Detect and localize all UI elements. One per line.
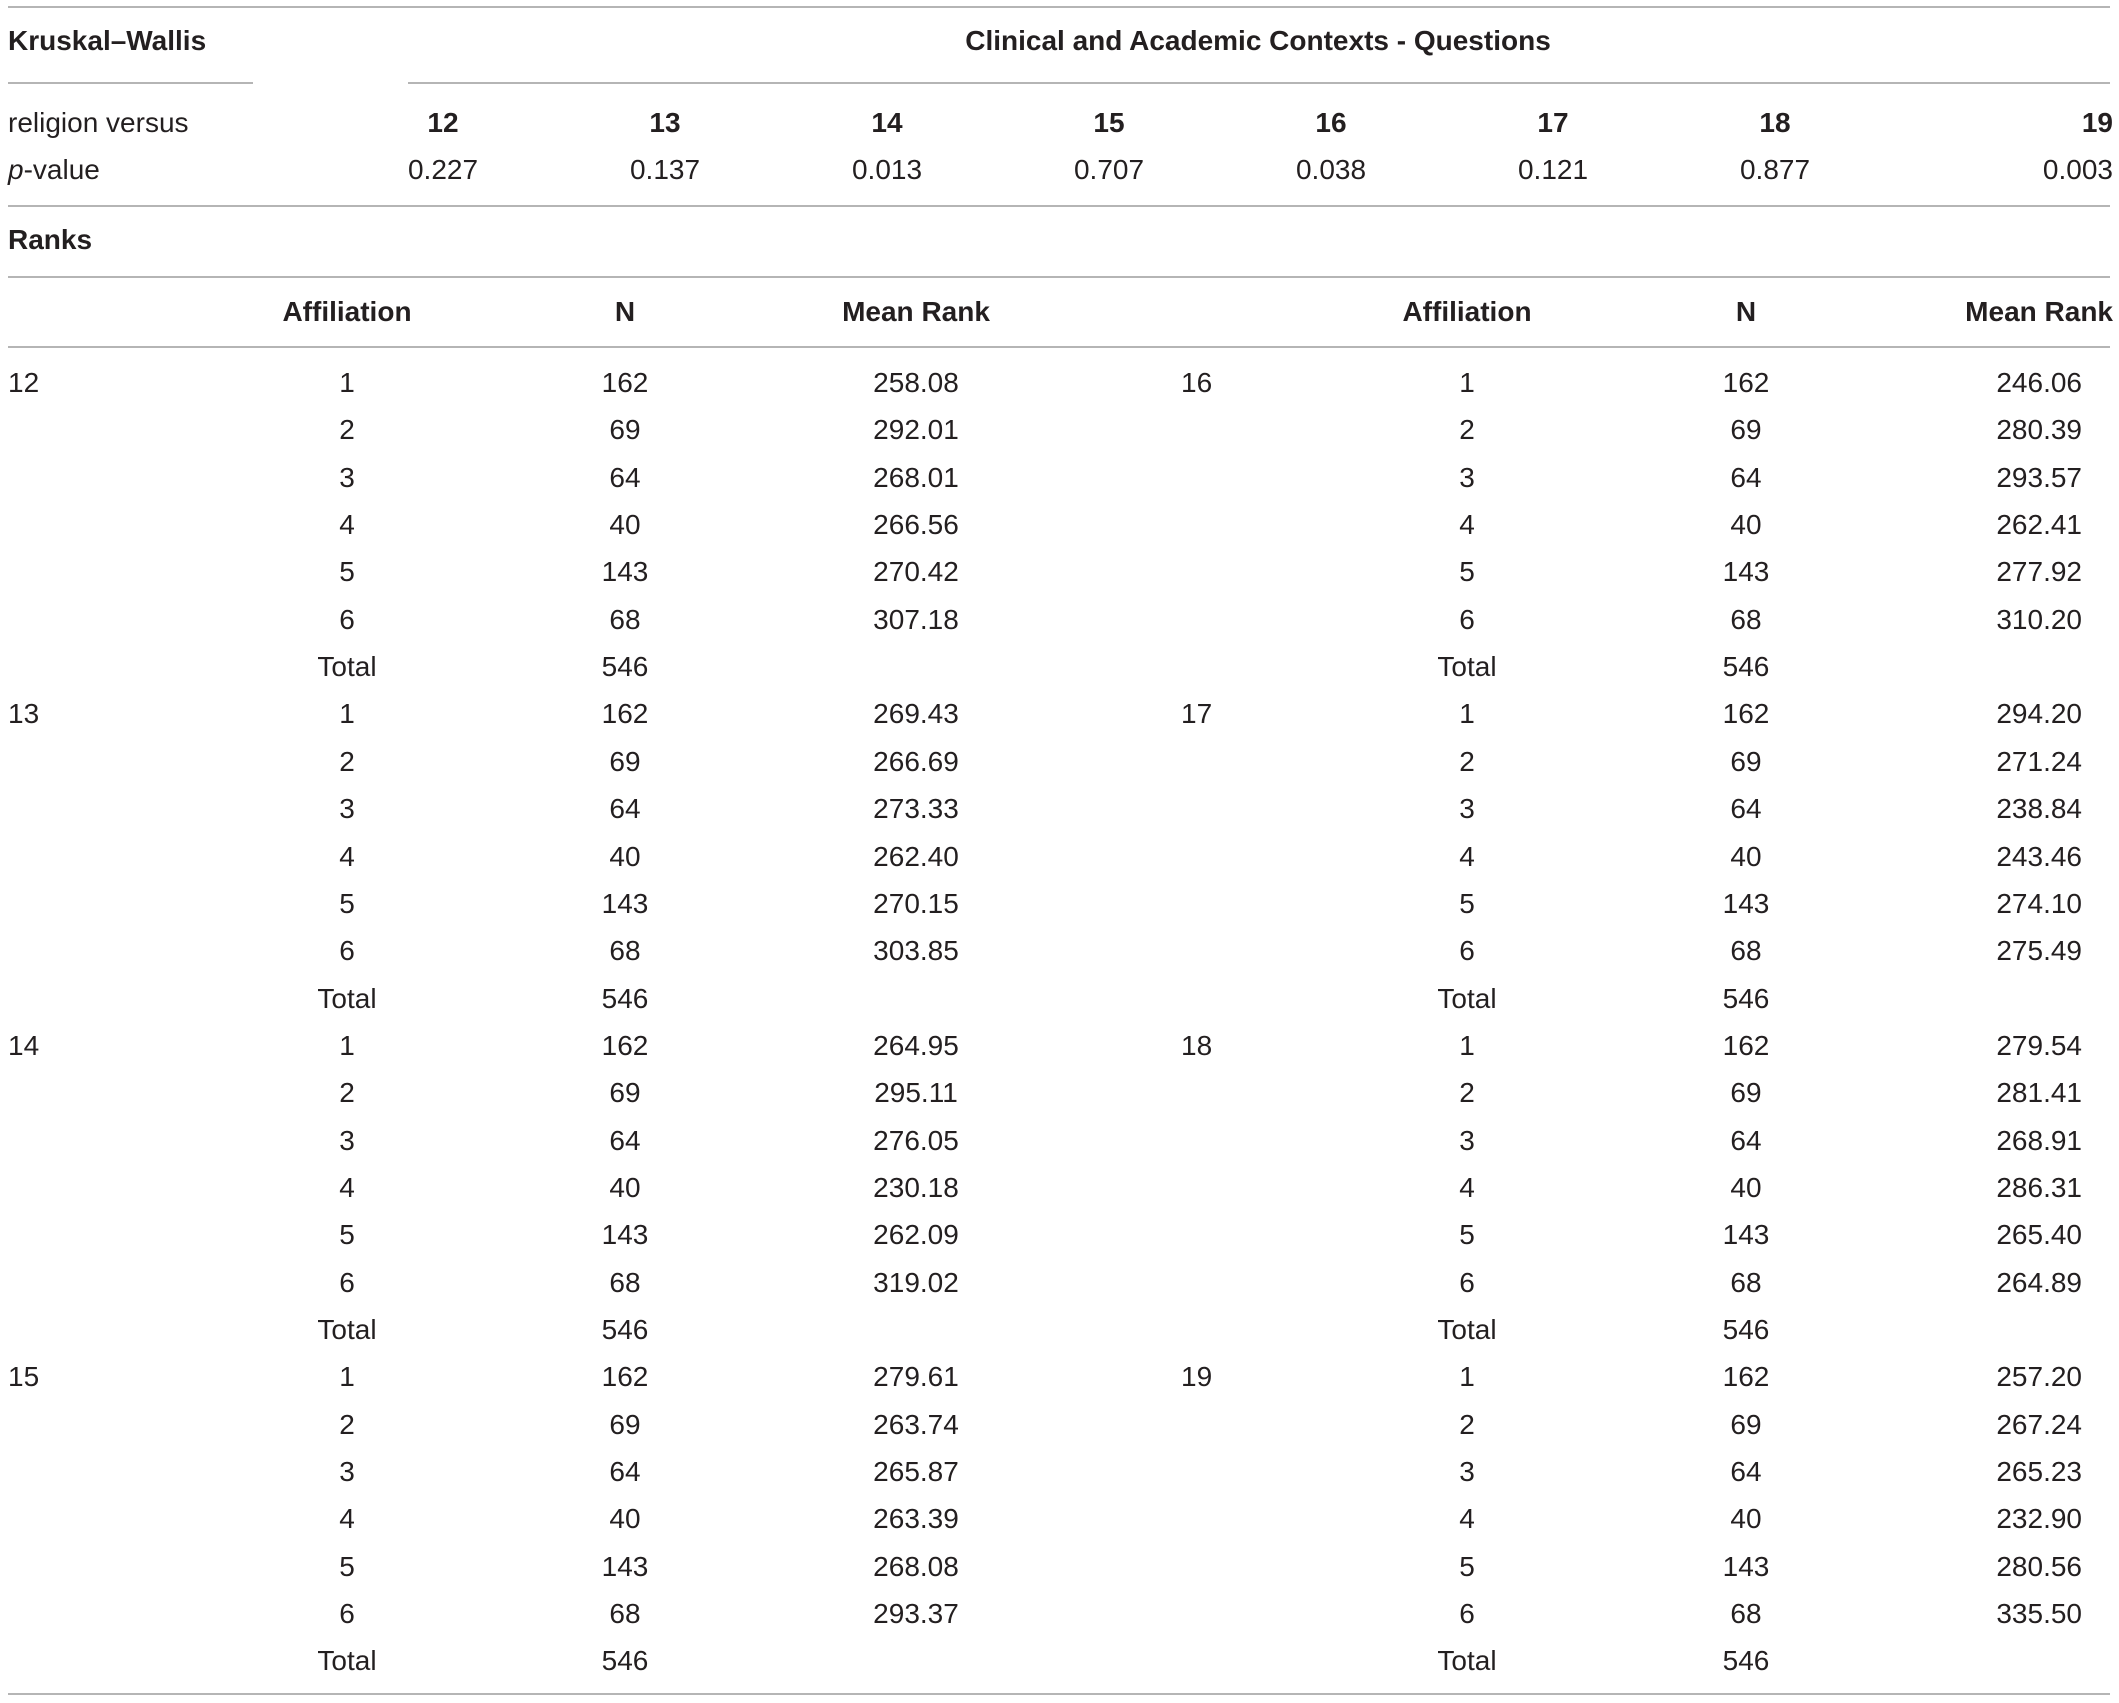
affiliation-cell: 1 bbox=[339, 1361, 355, 1392]
mean-rank-cell: 281.41 bbox=[1996, 1077, 2082, 1108]
mean-rank-cell: 273.33 bbox=[873, 793, 959, 824]
mean-rank-cell: 264.95 bbox=[873, 1030, 959, 1061]
n-cell: 68 bbox=[609, 935, 641, 966]
n-cell: 162 bbox=[601, 1361, 649, 1392]
mean-rank-cell: 246.06 bbox=[1996, 367, 2082, 398]
affiliation-cell: 4 bbox=[339, 1503, 355, 1534]
affiliation-cell: Total bbox=[1437, 651, 1497, 682]
affiliation-cell: 6 bbox=[339, 935, 355, 966]
mean-rank-cell: 258.08 bbox=[873, 367, 959, 398]
n-cell: 68 bbox=[1730, 604, 1762, 635]
affiliation-cell: 5 bbox=[1459, 888, 1475, 919]
mean-rank-cell: 319.02 bbox=[873, 1267, 959, 1298]
affiliation-cell: 5 bbox=[1459, 1551, 1475, 1582]
ranks-label: Ranks bbox=[8, 224, 93, 255]
mean-rank-cell: 264.89 bbox=[1996, 1267, 2082, 1298]
left-n-header: N bbox=[614, 296, 636, 327]
question-id: 17 bbox=[1181, 698, 1213, 729]
affiliation-cell: 1 bbox=[339, 367, 355, 398]
affiliation-cell: 2 bbox=[1459, 746, 1475, 777]
n-cell: 64 bbox=[1730, 793, 1762, 824]
n-cell: 162 bbox=[1722, 698, 1770, 729]
n-cell: 68 bbox=[1730, 935, 1762, 966]
affiliation-cell: 3 bbox=[1459, 793, 1475, 824]
affiliation-cell: 1 bbox=[1459, 367, 1475, 398]
left-affiliation-header: Affiliation bbox=[282, 296, 412, 327]
n-cell: 40 bbox=[1730, 841, 1762, 872]
mean-rank-cell: 267.24 bbox=[1996, 1409, 2082, 1440]
mean-rank-cell: 293.57 bbox=[1996, 462, 2082, 493]
right-mean-rank-header: Mean Rank bbox=[1965, 296, 2113, 327]
affiliation-cell: 6 bbox=[339, 1598, 355, 1629]
affiliation-cell: 4 bbox=[339, 509, 355, 540]
affiliation-cell: 4 bbox=[339, 841, 355, 872]
n-cell: 143 bbox=[1722, 888, 1770, 919]
affiliation-cell: 5 bbox=[339, 1219, 355, 1250]
affiliation-cell: 5 bbox=[339, 1551, 355, 1582]
n-cell: 68 bbox=[1730, 1267, 1762, 1298]
n-cell: 40 bbox=[1730, 509, 1762, 540]
mean-rank-cell: 303.85 bbox=[873, 935, 959, 966]
mean-rank-cell: 243.46 bbox=[1996, 841, 2082, 872]
mean-rank-cell: 286.31 bbox=[1996, 1172, 2082, 1203]
question-number: 13 bbox=[649, 107, 681, 138]
affiliation-cell: 1 bbox=[339, 1030, 355, 1061]
n-cell: 143 bbox=[601, 1219, 649, 1250]
n-cell: 143 bbox=[1722, 556, 1770, 587]
n-cell: 64 bbox=[609, 1125, 641, 1156]
n-cell: 68 bbox=[609, 1598, 641, 1629]
affiliation-cell: 6 bbox=[1459, 1267, 1475, 1298]
mean-rank-cell: 335.50 bbox=[1996, 1598, 2082, 1629]
n-cell: 143 bbox=[601, 556, 649, 587]
mean-rank-cell: 263.39 bbox=[873, 1503, 959, 1534]
p-value: 0.227 bbox=[407, 154, 479, 185]
affiliation-cell: 6 bbox=[339, 604, 355, 635]
rank-header-rule bbox=[8, 346, 2110, 348]
p-value: 0.013 bbox=[851, 154, 923, 185]
mean-rank-cell: 268.01 bbox=[873, 462, 959, 493]
mean-rank-cell: 276.05 bbox=[873, 1125, 959, 1156]
question-id: 13 bbox=[8, 698, 40, 729]
n-cell: 69 bbox=[1730, 1409, 1762, 1440]
question-number: 15 bbox=[1093, 107, 1125, 138]
n-cell: 546 bbox=[1722, 983, 1770, 1014]
n-cell: 40 bbox=[609, 509, 641, 540]
n-cell: 546 bbox=[601, 1645, 649, 1676]
affiliation-cell: 2 bbox=[339, 1409, 355, 1440]
mean-rank-cell: 230.18 bbox=[873, 1172, 959, 1203]
affiliation-cell: 1 bbox=[339, 698, 355, 729]
mean-rank-cell: 268.08 bbox=[873, 1551, 959, 1582]
affiliation-cell: 3 bbox=[1459, 462, 1475, 493]
n-cell: 162 bbox=[1722, 367, 1770, 398]
mean-rank-cell: 277.92 bbox=[1996, 556, 2082, 587]
n-cell: 40 bbox=[609, 841, 641, 872]
affiliation-cell: 2 bbox=[1459, 1077, 1475, 1108]
n-cell: 162 bbox=[1722, 1361, 1770, 1392]
n-cell: 40 bbox=[609, 1503, 641, 1534]
n-cell: 40 bbox=[1730, 1503, 1762, 1534]
n-cell: 69 bbox=[1730, 1077, 1762, 1108]
n-cell: 162 bbox=[601, 367, 649, 398]
bottom-rule bbox=[8, 1693, 2110, 1695]
affiliation-cell: 2 bbox=[339, 414, 355, 445]
mean-rank-cell: 293.37 bbox=[873, 1598, 959, 1629]
question-number: 14 bbox=[871, 107, 903, 138]
question-number: 19 bbox=[2081, 107, 2113, 138]
n-cell: 69 bbox=[1730, 746, 1762, 777]
affiliation-cell: 4 bbox=[339, 1172, 355, 1203]
context-underline bbox=[408, 82, 2110, 84]
question-number: 12 bbox=[427, 107, 459, 138]
n-cell: 143 bbox=[601, 1551, 649, 1582]
mean-rank-cell: 279.54 bbox=[1996, 1030, 2082, 1061]
n-cell: 546 bbox=[601, 1314, 649, 1345]
question-id: 15 bbox=[8, 1361, 40, 1392]
question-id: 19 bbox=[1181, 1361, 1213, 1392]
affiliation-cell: 2 bbox=[339, 746, 355, 777]
affiliation-cell: 3 bbox=[339, 793, 355, 824]
n-cell: 143 bbox=[1722, 1551, 1770, 1582]
n-cell: 68 bbox=[609, 1267, 641, 1298]
mean-rank-cell: 310.20 bbox=[1996, 604, 2082, 635]
affiliation-cell: 5 bbox=[339, 888, 355, 919]
affiliation-cell: 6 bbox=[1459, 1598, 1475, 1629]
affiliation-cell: 4 bbox=[1459, 1172, 1475, 1203]
affiliation-cell: 3 bbox=[1459, 1125, 1475, 1156]
n-cell: 69 bbox=[609, 414, 641, 445]
affiliation-cell: 3 bbox=[339, 462, 355, 493]
affiliation-cell: 3 bbox=[339, 1456, 355, 1487]
question-id: 12 bbox=[8, 367, 40, 398]
mean-rank-cell: 270.15 bbox=[873, 888, 959, 919]
affiliation-cell: Total bbox=[1437, 1314, 1497, 1345]
p-suffix: -value bbox=[23, 154, 100, 185]
mean-rank-cell: 257.20 bbox=[1996, 1361, 2082, 1392]
mean-rank-cell: 271.24 bbox=[1996, 746, 2082, 777]
n-cell: 64 bbox=[1730, 1125, 1762, 1156]
mean-rank-cell: 262.40 bbox=[873, 841, 959, 872]
n-cell: 64 bbox=[609, 793, 641, 824]
mean-rank-cell: 266.69 bbox=[873, 746, 959, 777]
affiliation-cell: 5 bbox=[1459, 1219, 1475, 1250]
mean-rank-cell: 265.87 bbox=[873, 1456, 959, 1487]
affiliation-cell: 4 bbox=[1459, 1503, 1475, 1534]
p-value: 0.038 bbox=[1295, 154, 1367, 185]
mean-rank-cell: 292.01 bbox=[873, 414, 959, 445]
n-cell: 68 bbox=[609, 604, 641, 635]
affiliation-cell: 3 bbox=[1459, 1456, 1475, 1487]
mean-rank-cell: 270.42 bbox=[873, 556, 959, 587]
affiliation-cell: Total bbox=[317, 1314, 377, 1345]
mean-rank-cell: 280.39 bbox=[1996, 414, 2082, 445]
n-cell: 64 bbox=[609, 462, 641, 493]
question-number: 18 bbox=[1759, 107, 1791, 138]
affiliation-cell: 4 bbox=[1459, 841, 1475, 872]
affiliation-cell: 5 bbox=[339, 556, 355, 587]
top-rule bbox=[8, 6, 2110, 8]
affiliation-cell: Total bbox=[1437, 983, 1497, 1014]
question-number: 16 bbox=[1315, 107, 1347, 138]
n-cell: 546 bbox=[1722, 1314, 1770, 1345]
pvalue-bottom-rule bbox=[8, 205, 2110, 207]
mean-rank-cell: 262.41 bbox=[1996, 509, 2082, 540]
kruskal-underline bbox=[8, 82, 253, 84]
p-italic: p bbox=[8, 154, 24, 185]
left-mean-rank-header: Mean Rank bbox=[842, 296, 990, 327]
n-cell: 546 bbox=[1722, 651, 1770, 682]
affiliation-cell: 5 bbox=[1459, 556, 1475, 587]
right-n-header: N bbox=[1735, 296, 1757, 327]
n-cell: 546 bbox=[1722, 1645, 1770, 1676]
n-cell: 546 bbox=[601, 651, 649, 682]
question-id: 18 bbox=[1181, 1030, 1213, 1061]
right-affiliation-header: Affiliation bbox=[1402, 296, 1532, 327]
n-cell: 64 bbox=[1730, 462, 1762, 493]
n-cell: 69 bbox=[609, 1077, 641, 1108]
mean-rank-cell: 265.23 bbox=[1996, 1456, 2082, 1487]
mean-rank-cell: 279.61 bbox=[873, 1361, 959, 1392]
mean-rank-cell: 269.43 bbox=[873, 698, 959, 729]
mean-rank-cell: 274.10 bbox=[1996, 888, 2082, 919]
mean-rank-cell: 275.49 bbox=[1996, 935, 2082, 966]
mean-rank-cell: 307.18 bbox=[873, 604, 959, 635]
affiliation-cell: 2 bbox=[1459, 1409, 1475, 1440]
context-header: Clinical and Academic Contexts - Questions bbox=[965, 25, 1551, 56]
p-value: 0.003 bbox=[2042, 154, 2113, 185]
mean-rank-cell: 262.09 bbox=[873, 1219, 959, 1250]
affiliation-cell: 1 bbox=[1459, 1361, 1475, 1392]
n-cell: 162 bbox=[601, 1030, 649, 1061]
mean-rank-cell: 232.90 bbox=[1996, 1503, 2082, 1534]
affiliation-cell: 4 bbox=[1459, 509, 1475, 540]
mean-rank-cell: 266.56 bbox=[873, 509, 959, 540]
ranks-rule bbox=[8, 276, 2110, 278]
mean-rank-cell: 265.40 bbox=[1996, 1219, 2082, 1250]
question-number: 17 bbox=[1537, 107, 1569, 138]
affiliation-cell: Total bbox=[317, 651, 377, 682]
n-cell: 68 bbox=[1730, 1598, 1762, 1629]
affiliation-cell: Total bbox=[317, 983, 377, 1014]
n-cell: 69 bbox=[1730, 414, 1762, 445]
n-cell: 546 bbox=[601, 983, 649, 1014]
mean-rank-cell: 263.74 bbox=[873, 1409, 959, 1440]
affiliation-cell: 2 bbox=[1459, 414, 1475, 445]
n-cell: 162 bbox=[601, 698, 649, 729]
n-cell: 40 bbox=[609, 1172, 641, 1203]
n-cell: 69 bbox=[609, 746, 641, 777]
n-cell: 162 bbox=[1722, 1030, 1770, 1061]
affiliation-cell: Total bbox=[317, 1645, 377, 1676]
mean-rank-cell: 295.11 bbox=[874, 1077, 958, 1108]
affiliation-cell: 6 bbox=[1459, 604, 1475, 635]
affiliation-cell: 1 bbox=[1459, 1030, 1475, 1061]
affiliation-cell: 2 bbox=[339, 1077, 355, 1108]
question-id: 14 bbox=[8, 1030, 40, 1061]
n-cell: 64 bbox=[609, 1456, 641, 1487]
n-cell: 64 bbox=[1730, 1456, 1762, 1487]
p-value: 0.707 bbox=[1073, 154, 1145, 185]
n-cell: 69 bbox=[609, 1409, 641, 1440]
p-value: 0.877 bbox=[1739, 154, 1811, 185]
p-value: 0.121 bbox=[1517, 154, 1589, 185]
n-cell: 143 bbox=[601, 888, 649, 919]
mean-rank-cell: 280.56 bbox=[1996, 1551, 2082, 1582]
n-cell: 143 bbox=[1722, 1219, 1770, 1250]
p-value-label bbox=[8, 153, 100, 187]
test-header: Kruskal–Wallis bbox=[8, 25, 207, 56]
versus-label: religion versus bbox=[8, 107, 189, 138]
p-value: 0.137 bbox=[629, 154, 701, 185]
affiliation-cell: Total bbox=[1437, 1645, 1497, 1676]
mean-rank-cell: 268.91 bbox=[1996, 1125, 2082, 1156]
mean-rank-cell: 294.20 bbox=[1996, 698, 2082, 729]
affiliation-cell: 3 bbox=[339, 1125, 355, 1156]
affiliation-cell: 1 bbox=[1459, 698, 1475, 729]
n-cell: 40 bbox=[1730, 1172, 1762, 1203]
affiliation-cell: 6 bbox=[1459, 935, 1475, 966]
question-id: 16 bbox=[1181, 367, 1213, 398]
affiliation-cell: 6 bbox=[339, 1267, 355, 1298]
mean-rank-cell: 238.84 bbox=[1996, 793, 2082, 824]
